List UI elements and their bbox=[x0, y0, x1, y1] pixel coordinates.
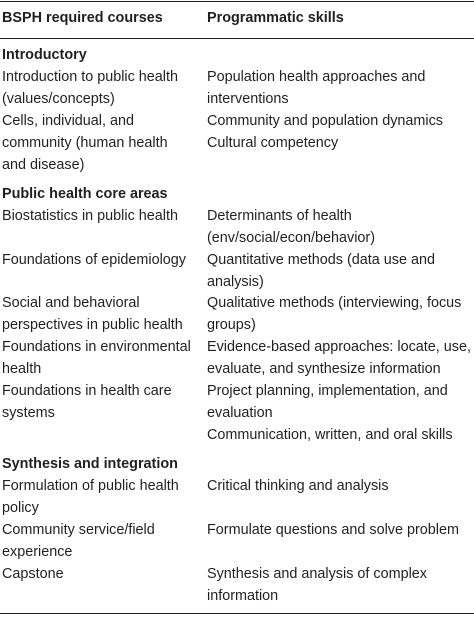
skill-cell: Evidence-based approaches: locate, use, evaluate, and synthesize information bbox=[207, 339, 471, 377]
skill-cell: Qualitative methods (interviewing, focus groups) bbox=[207, 295, 462, 333]
skill-cell: Critical thinking and analysis bbox=[207, 478, 389, 494]
header-rule bbox=[0, 38, 474, 39]
header-courses: BSPH required courses bbox=[2, 10, 163, 26]
skill-cell: Formulate questions and solve problem bbox=[207, 522, 459, 538]
course-cell: Formulation of public health policy bbox=[2, 478, 179, 516]
skill-cell: Synthesis and analysis of complex information bbox=[207, 566, 427, 604]
section-title-core-areas: Public health core areas bbox=[2, 186, 168, 202]
skill-cell: Determinants of health (env/social/econ/behavior) bbox=[207, 208, 375, 246]
course-cell: Cells, individual, and community (human health and disease) bbox=[2, 113, 168, 173]
section-title-synthesis: Synthesis and integration bbox=[2, 456, 178, 472]
course-cell: Social and behavioral perspectives in public health bbox=[2, 295, 183, 333]
course-cell: Biostatistics in public health bbox=[2, 208, 178, 224]
top-rule bbox=[0, 1, 474, 2]
course-cell: Foundations of epidemiology bbox=[2, 252, 187, 268]
skill-cell: Community and population dynamics Cultural competency bbox=[207, 113, 443, 151]
skill-cell: Quantitative methods (data use and analysis) bbox=[207, 252, 435, 290]
course-cell: Community service/field experience bbox=[2, 522, 155, 560]
bottom-rule bbox=[0, 613, 474, 614]
course-cell: Introduction to public health (values/concepts) bbox=[2, 69, 179, 107]
header-skills: Programmatic skills bbox=[207, 10, 344, 26]
skill-cell: Project planning, implementation, and evaluation Communication, written, and oral skills bbox=[207, 383, 453, 443]
course-cell: Foundations in health care systems bbox=[2, 383, 172, 421]
skill-cell: Population health approaches and interventions bbox=[207, 69, 426, 107]
course-cell: Foundations in environmental health bbox=[2, 339, 191, 377]
section-title-introductory: Introductory bbox=[2, 47, 87, 63]
course-cell: Capstone bbox=[2, 566, 64, 582]
